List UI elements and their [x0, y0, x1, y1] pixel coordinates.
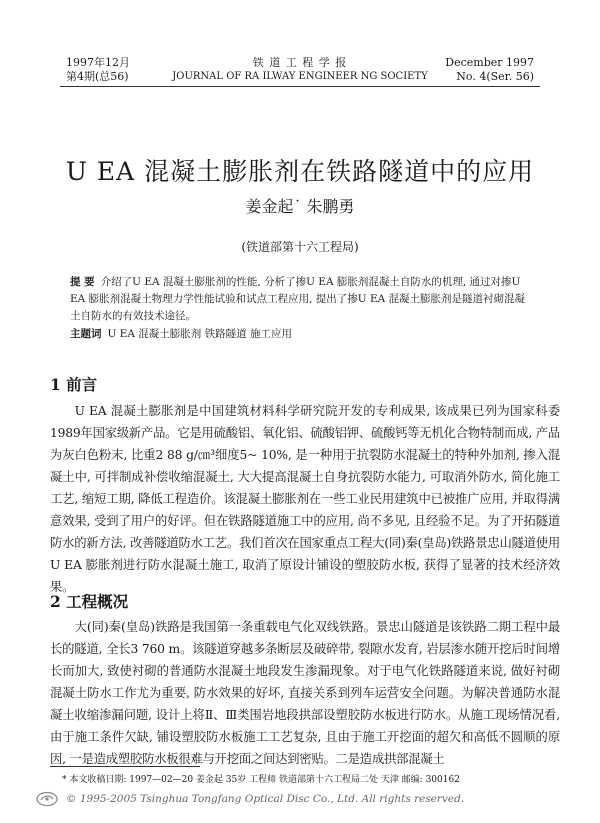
- journal-date: 1997年12月: [66, 56, 130, 69]
- journal-date-en: [445, 56, 534, 84]
- publisher-logo-icon: [36, 791, 58, 807]
- section-heading-introduction: 1 前言: [50, 375, 98, 394]
- abstract-label: 提 要: [70, 276, 95, 288]
- abstract: [70, 274, 532, 325]
- journal-issue: 第4期(总56): [66, 70, 129, 83]
- footnote: * 本文收稿日期: 1997—02—20 姜金起 35岁 工程师 铁道部第十六工程局二处 天津 邮编: 300162: [62, 775, 460, 785]
- article-title: U EA 混凝土膨胀剂在铁路隧道中的应用: [65, 157, 535, 186]
- section-heading-project-overview: 2 工程概况: [50, 592, 129, 611]
- author-affiliation: (铁道部第十六工程局): [241, 240, 359, 254]
- footnote-divider: [50, 766, 200, 767]
- article-authors: 姜金起˙ 朱鹏勇: [245, 197, 355, 216]
- header-divider: [60, 86, 540, 87]
- paragraph: U EA 混凝土膨胀剂是中国建筑材料科学研究院开发的专利成果, 该成果已列为国家科委1989年国家级新产品。它是用硫酸铝、氧化铝、硫酸铝钾、硫酸钙等无机化合物特制而成, 产品为灰白色粉末, 比重2 88 g/㎝³细度5~ 10%, 是一种用于抗裂防水混凝土的特种外加剂, 掺入混凝土中, 可拌制成补偿收缩混凝土, 大大提高混凝土自身抗裂防水能力, 可取消外防水, 简化施工工艺, 缩短工期, 降低工程造价。该混凝土膨胀剂在一些工业民用建筑中已被推广应用, 并取得满意效果, 受到了用户的好评。但在铁路隧道施工中的应用, 尚不多见, 且经验不足。为了开拓隧道防水的新方法, 改善隧道防水工艺。我们首次在国家重点工程大(同)秦(皇岛)铁路景忠山隧道使用U EA 膨胀剂进行防水混凝土施工, 取消了原设计铺设的塑胶防水板, 获得了显著的技术经济效果。: [50, 404, 560, 594]
- journal-name: [160, 56, 440, 84]
- keywords-label: 主题词: [70, 328, 102, 340]
- journal-name-cn: 铁 道 工 程 学 报: [252, 56, 348, 69]
- journal-series-en: No. 4(Ser. 56): [456, 70, 534, 83]
- paragraph: 大(同)秦(皇岛)铁路是我国第一条重载电气化双线铁路。景忠山隧道是该铁路二期工程中最长的隧道, 全长3 760 m。该隧道穿越多条断层及破碎带, 裂隙水发育, 岩层渗水随开挖后时间增长而加大, 致使衬砌的普通防水混凝土地段发生渗漏现象。对于电气化铁路隧道来说, 做好衬砌混凝土防水工作尤为重要, 防水效果的好坏, 直接关系到列车运营安全问题。为解决普通防水混凝土收缩渗漏问题, 设计上将Ⅱ、Ⅲ类围岩地段拱部设塑胶防水板进行防水。从施工现场情况看, 由于施工条件欠缺, 铺设塑胶防水板施工工艺复杂, 且由于施工开挖面的超欠和高低不圆顺的原因, 一是造成塑胶防水板很难与开挖面之间达到密贴。二是造成拱部混凝土: [50, 620, 560, 766]
- keywords: [70, 326, 532, 343]
- abstract-text: 介绍了U EA 混凝土膨胀剂的性能, 分析了掺U EA 膨胀剂混凝土自防水的机理, 通过对掺U EA 膨胀剂混凝土物理力学性能试验和试点工程应用, 提出了掺U EA 混凝土膨胀剂是隧道衬砌混凝土自防水的有效技术途径。: [70, 276, 526, 322]
- section-body-introduction: [50, 400, 560, 598]
- journal-name-en: JOURNAL OF RA ILWAY ENGINEER NG SOCIETY: [172, 71, 428, 82]
- keywords-text: U EA 混凝土膨胀剂 铁路隧道 施工应用: [107, 328, 292, 340]
- journal-date-issue: [66, 56, 130, 84]
- journal-month-en: December 1997: [445, 56, 534, 69]
- copyright-notice: [36, 791, 464, 807]
- section-body-project-overview: [50, 616, 560, 770]
- copyright-text: © 1995-2005 Tsinghua Tongfang Optical Disc Co., Ltd. All rights reserved.: [66, 793, 465, 805]
